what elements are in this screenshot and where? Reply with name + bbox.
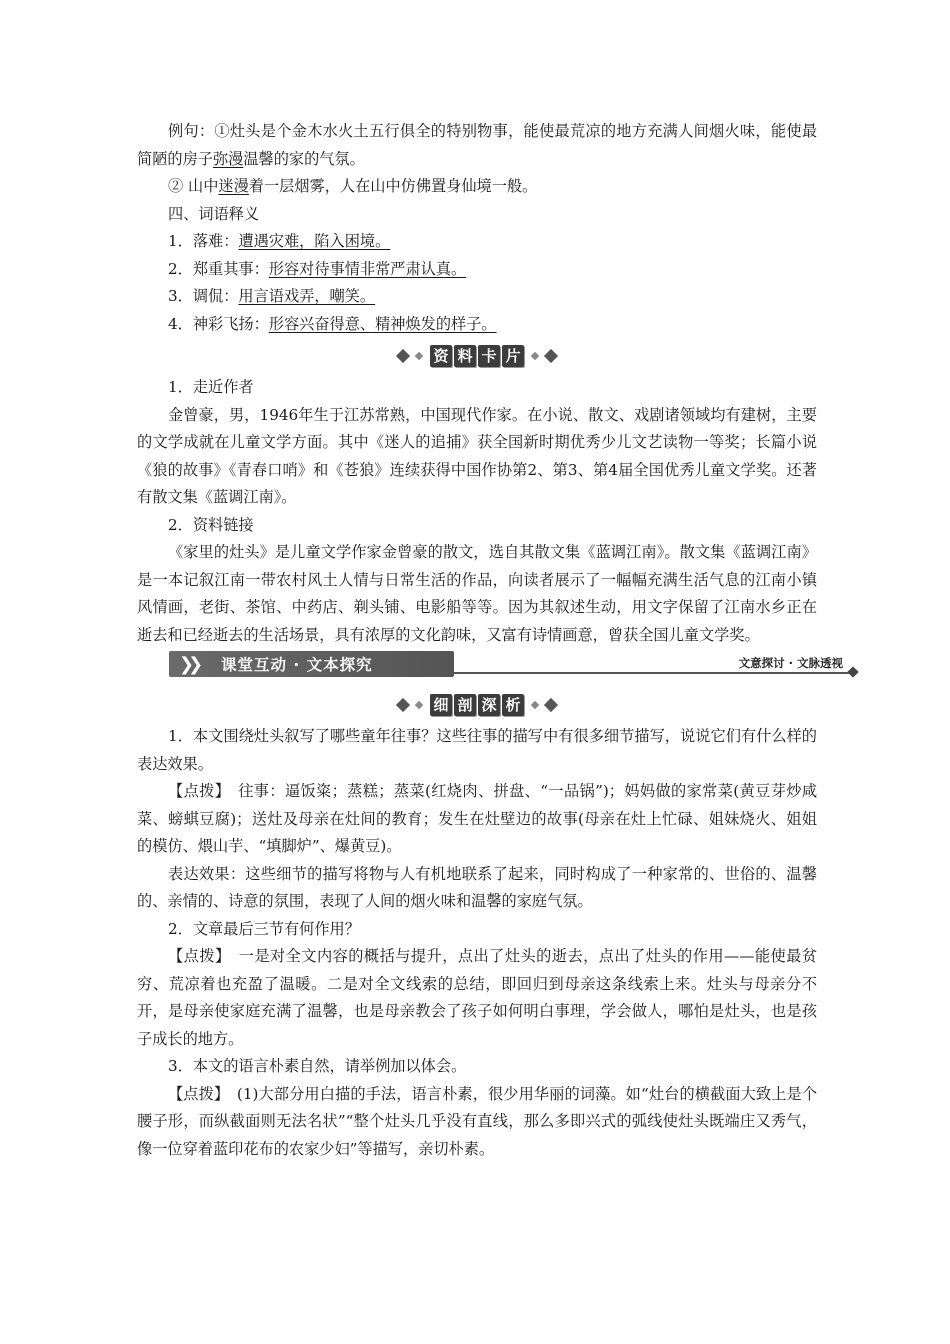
diamond-icon [531,352,539,360]
vocab-term: 2．郑重其事： [168,259,269,278]
banner-subtitle: 文意探讨 · 文脉透视 [738,656,843,670]
title-char: 卡 [478,345,500,367]
diamond-icon [544,698,558,712]
answer-1 [137,778,817,861]
example-text: 例句：①灶头是个金木水火土五行俱全的特别物事，能使最荒凉的地方充满人间烟火味，能使最简陋的房子 [137,122,817,168]
vocab-definition: 形容对待事情非常严肃认真。 [268,259,467,278]
underlined-word: 迷漫 [218,177,249,195]
example-text: 着一层烟雾，人在山中仿佛置身仙境一般。 [248,177,538,195]
underlined-word: 弥漫 [212,149,244,168]
title-char: 料 [454,345,476,367]
vocab-term: 3．调侃： [168,287,239,305]
document-page [137,118,843,1163]
diamond-icon [415,701,423,709]
question-2: 2．文章最后三节有何作用？ [168,919,360,938]
example-sentence-2 [137,173,817,201]
section-header-analysis [137,687,817,723]
hint-tag: 【点拨】 [168,782,223,800]
title-char: 剖 [454,694,476,716]
classroom-banner [137,649,843,683]
vocab-item [137,311,817,339]
title-char: 细 [430,694,452,716]
example-text: 温馨的家的气氛。 [243,149,365,168]
example-text: ② 山中 [168,177,219,195]
vocab-item [137,283,817,311]
hint-tag: 【点拨】 [168,1084,222,1103]
resource-text: 《家里的灶头》是儿童文学作家金曾豪的散文，选自其散文集《蓝调江南》。散文集《蓝调江南》是一本记叙江南一带农村风土人情与日常生活的作品，向读者展示了一幅幅充满生活气息的江南小镇风情画，老街、茶馆、中药店、剃头铺、电影船等等。因为其叙述生动，用文字保留了江南水乡正在逝去和已经逝去的生活场景，具有浓厚的文化韵味，又富有诗情画意，曾获全国儿童文学奖。 [137,543,817,644]
banner-divider [454,672,855,674]
answer-2 [137,943,817,1053]
section-title [430,345,524,367]
title-char: 析 [502,694,524,716]
vocab-definition: 用言语戏弄，嘲笑。 [238,287,376,305]
diamond-icon [531,701,539,709]
example-sentence-1 [137,118,817,173]
vocab-heading: 四、词语释义 [168,204,260,223]
section-header-resource-card [137,338,817,374]
vocab-term: 1．落难： [168,232,239,250]
diamond-icon [396,698,410,712]
title-char: 片 [502,345,524,367]
diamond-icon [415,352,423,360]
answer-text: 一是对全文内容的概括与提升，点出了灶头的逝去，点出了灶头的作用——能使最贫穷、荒凉着也充盈了温暖。二是对全文线索的总结，即回归到母亲这条线索上来。灶头与母亲分不开，是母亲使家庭充满了温馨，也是母亲教会了孩子如何明白事理，学会做人，哪怕是灶头，也是孩子成长的地方。 [137,947,818,1048]
question-3: 3．本文的语言朴素自然，请举例加以体会。 [168,1057,467,1075]
answer-text: (1)大部分用白描的手法，语言朴素，很少用华丽的词藻。如“灶台的横截面大致上是个腰子形，而纵截面则无法名状”“整个灶头几乎没有直线，那么多即兴式的弧线使灶头既端庄又秀气，像一位穿着蓝印花布的农家少妇”等描写，亲切朴素。 [137,1084,818,1158]
answer-text: 往事：逼饭粢；蒸糕；蒸菜(红烧肉、拼盘、“一品锅”)；妈妈做的家常菜(黄豆芽炒咸菜、螃蜞豆腐)；送灶及母亲在灶间的教育；发生在灶壁边的故事(母亲在灶上忙碌、姐妹烧火、姐姐的模仿、煨山芋、“填脚炉”、爆黄豆)。 [137,782,818,855]
author-text: 金曾豪，男，1946年生于江苏常熟，中国现代作家。在小说、散文、戏剧诸领域均有建树，主要的文学成就在儿童文学方面。其中《迷人的追捕》获全国新时期优秀少儿文艺读物一等奖；长篇小说《狼的故事》《青春口哨》和《苍狼》连续获得中国作协第2、第3、第4届全国优秀儿童文学奖。还著有散文集《蓝调江南》。 [137,405,817,506]
banner-title: 课堂互动 · 文本探究 [221,656,373,674]
vocab-item [137,256,817,284]
vocab-definition: 遭遇灾难，陷入困境。 [238,232,391,250]
resource-heading: 2．资料链接 [168,515,254,534]
vocab-term: 4．神彩飞扬： [168,314,269,333]
chevron-right-icon: ❯❯ [179,653,198,675]
hint-tag: 【点拨】 [168,947,224,965]
question-1: 1．本文围绕灶头叙写了哪些童年往事？这些往事的描写中有很多细节描写，说说它们有什么样的表达效果。 [137,727,817,773]
diamond-icon [396,349,410,363]
title-char: 深 [478,694,500,716]
vocab-definition: 形容兴奋得意、精神焕发的样子。 [268,314,497,333]
author-heading: 1．走近作者 [168,378,254,396]
answer-3 [137,1081,817,1164]
diamond-icon [847,666,858,677]
answer-1-effect: 表达效果：这些细节的描写将物与人有机地联系了起来，同时构成了一种家常的、世俗的、温馨的、亲情的、诗意的氛围，表现了人间的烟火味和温馨的家庭气氛。 [137,864,817,910]
vocab-item [137,228,817,256]
section-title [430,694,524,716]
diamond-icon [544,349,558,363]
title-char: 资 [430,345,452,367]
